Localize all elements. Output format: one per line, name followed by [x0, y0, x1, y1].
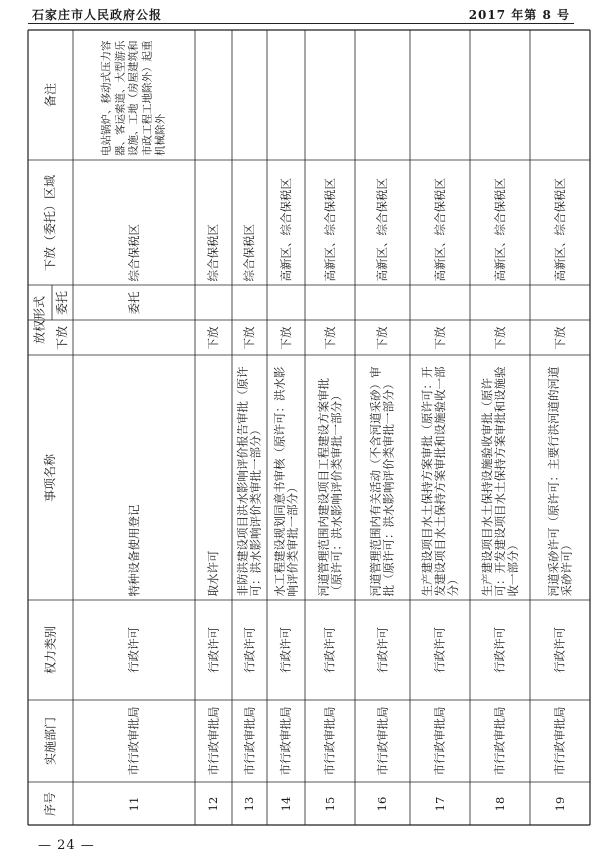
row-name: 特种设备使用登记 — [126, 504, 141, 596]
header-region: 下放（委托）区域 — [43, 174, 57, 271]
row-region: 综合保税区 — [206, 223, 220, 281]
row-region: 高新区、综合保税区 — [375, 177, 389, 281]
row-mode-entrust — [305, 285, 355, 320]
row-name: 非防洪建设项目洪水影响评价报告审批（原许可：洪水影响评价类审批一部分） — [235, 366, 263, 596]
row-name: 取水许可 — [206, 550, 220, 596]
row-mode-down: 下放 — [242, 326, 256, 349]
row-mode-down: 下放 — [375, 326, 389, 349]
row-name: 生产建设项目水土保持设施验收审批（原许可：开发建设项目水土保持方案审批和设施验收一部分） — [479, 366, 520, 596]
header-remark: 备注 — [43, 83, 57, 108]
row-mode-entrust — [195, 285, 232, 320]
row-category: 行政许可 — [375, 627, 389, 673]
row-dept: 市行政审批局 — [206, 706, 220, 776]
page-number: — 24 — — [38, 838, 95, 853]
row-seq: 15 — [322, 796, 337, 811]
row-seq: 12 — [206, 796, 220, 811]
row-dept: 市行政审批局 — [492, 706, 507, 776]
row-region: 高新区、综合保税区 — [552, 177, 567, 281]
row-seq: 19 — [552, 796, 567, 811]
row-region: 高新区、综合保税区 — [278, 177, 293, 281]
row-seq: 11 — [126, 796, 141, 811]
row-mode-entrust — [267, 285, 305, 320]
row-name: 河道管理范围内有关活动（不含河道采砂）审批（原许可：洪水影响评价类审批一部分） — [368, 366, 396, 596]
issue-number: 2017 年第 8 号 — [468, 8, 570, 22]
row-mode-down: 下放 — [322, 326, 337, 349]
row-remark: 电站锅炉、移动式压力容器、客运索道、大型游乐设施、工地（房屋建筑和市政工程工地除外）起重机械除外 — [100, 40, 167, 156]
row-mode-entrust — [410, 285, 470, 320]
row-category: 行政许可 — [278, 627, 293, 673]
header-name: 事项名称 — [43, 453, 57, 502]
header-seq: 序号 — [43, 791, 57, 816]
row-seq: 13 — [242, 796, 256, 811]
row-name: 生产建设项目水土保持方案审批（原许可：开发建设项目水土保持方案审批和设施验收一部分） — [419, 366, 460, 596]
row-dept: 市行政审批局 — [126, 706, 141, 776]
row-mode-down: 下放 — [492, 326, 507, 349]
header-mode-entrust: 委托 — [55, 290, 69, 315]
row-region: 高新区、综合保税区 — [432, 177, 447, 281]
row-mode-entrust — [355, 285, 410, 320]
row-dept: 市行政审批局 — [242, 706, 256, 776]
row-seq: 14 — [278, 796, 293, 811]
row-mode-entrust — [530, 285, 590, 320]
row-mode-down: 下放 — [206, 326, 220, 349]
row-category: 行政许可 — [492, 627, 507, 673]
row-region: 综合保税区 — [126, 223, 141, 281]
row-mode-down: 下放 — [278, 326, 293, 349]
row-seq: 17 — [432, 796, 447, 811]
row-mode-down: 下放 — [552, 326, 567, 349]
row-dept: 市行政审批局 — [322, 706, 337, 776]
row-mode-entrust: 委托 — [126, 291, 141, 314]
header-dept: 实施部门 — [43, 717, 57, 766]
row-region: 高新区、综合保税区 — [492, 177, 507, 281]
row-mode-down — [73, 320, 195, 355]
row-category: 行政许可 — [552, 627, 567, 673]
row-name: 水工程建设规划同意书审核（原许可：洪水影响评价类审批一部分） — [272, 366, 299, 596]
row-dept: 市行政审批局 — [552, 706, 567, 776]
row-region: 高新区、综合保税区 — [322, 177, 337, 281]
row-dept: 市行政审批局 — [278, 706, 293, 776]
row-category: 行政许可 — [242, 627, 256, 673]
row-seq: 18 — [492, 796, 507, 811]
row-name: 河道采砂许可（原许可：主要行洪河道的河道采砂许可） — [546, 366, 573, 596]
row-region: 综合保税区 — [242, 223, 256, 281]
row-category: 行政许可 — [126, 627, 141, 673]
row-mode-entrust — [470, 285, 530, 320]
gazette-title: 石家庄市人民政府公报 — [32, 8, 163, 22]
row-mode-down: 下放 — [432, 326, 447, 349]
row-dept: 市行政审批局 — [432, 706, 447, 776]
row-seq: 16 — [375, 796, 389, 811]
row-mode-entrust — [232, 285, 267, 320]
row-name: 河道管理范围内建设项目工程建设方案审批（原许可：洪水影响评价类审批一部分） — [316, 377, 343, 596]
row-category: 行政许可 — [432, 627, 447, 673]
header-mode: 放权形式 — [32, 296, 47, 345]
row-category: 行政许可 — [322, 627, 337, 673]
row-category: 行政许可 — [206, 627, 220, 673]
row-dept: 市行政审批局 — [375, 706, 389, 776]
header-mode-down: 下放 — [55, 325, 69, 350]
header-category: 权力类别 — [43, 626, 57, 675]
